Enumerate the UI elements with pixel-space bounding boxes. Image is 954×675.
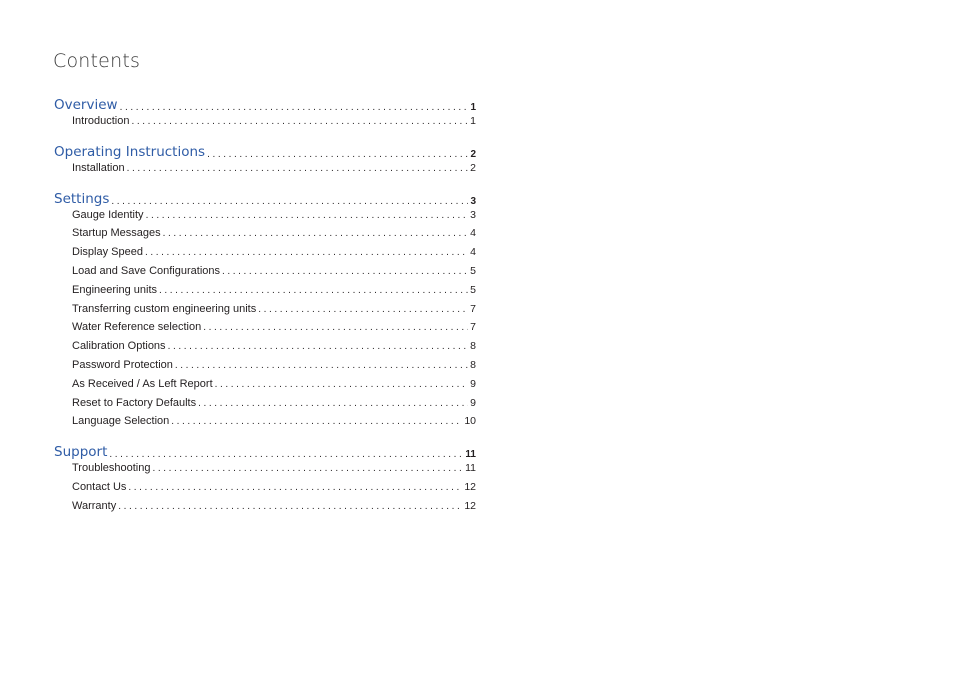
dot-leader	[152, 463, 463, 474]
toc-entry-installation[interactable]	[54, 162, 476, 181]
toc-entry-engineering-units[interactable]	[54, 284, 476, 303]
toc-page-number: 2	[470, 161, 476, 174]
dot-leader	[146, 210, 469, 221]
table-of-contents	[54, 91, 476, 519]
toc-entry-label: Language Selection	[72, 415, 170, 428]
toc-entry-label: Introduction	[72, 115, 130, 127]
toc-page-number: 8	[470, 340, 476, 353]
toc-page-number: 8	[470, 358, 476, 371]
page-title: Contents	[53, 50, 141, 72]
dot-leader	[145, 247, 468, 258]
toc-entry-password-protection[interactable]	[54, 359, 476, 378]
dot-leader	[175, 360, 468, 371]
toc-page-number: 4	[470, 227, 476, 240]
toc-section-settings[interactable]	[54, 185, 476, 209]
toc-entry-label: Password Protection	[72, 358, 173, 371]
toc-entry-label: Warranty	[72, 499, 117, 512]
toc-entry-label: Transferring custom engineering units	[72, 302, 257, 315]
toc-entry-troubleshooting[interactable]	[54, 462, 476, 481]
toc-entry-label: Reset to Factory Defaults	[72, 396, 197, 409]
dot-leader	[159, 285, 468, 296]
toc-section-label: Support	[54, 444, 108, 461]
toc-entry-label: Calibration Options	[72, 340, 166, 353]
toc-section-label: Overview	[54, 97, 118, 113]
toc-entry-water-reference-selection[interactable]	[54, 321, 476, 340]
toc-entry-label: Installation	[72, 161, 125, 174]
toc-entry-introduction[interactable]	[54, 115, 476, 134]
toc-entry-label: Startup Messages	[72, 227, 161, 240]
toc-entry-language-selection[interactable]	[54, 415, 476, 434]
toc-page-number: 11	[465, 462, 476, 475]
toc-entry-as-received-as-left-report[interactable]	[54, 378, 476, 397]
toc-page-number: 9	[470, 396, 476, 409]
toc-section-overview[interactable]	[54, 91, 476, 115]
toc-page-number: 4	[470, 246, 476, 259]
toc-section-support[interactable]	[54, 438, 476, 462]
dot-leader	[118, 501, 462, 512]
toc-page-number: 3	[470, 195, 476, 207]
dot-leader	[171, 416, 462, 427]
toc-page-number: 9	[470, 377, 476, 390]
toc-page-number: 5	[470, 283, 476, 296]
toc-entry-calibration-options[interactable]	[54, 340, 476, 359]
toc-entry-gauge-identity[interactable]	[54, 209, 476, 228]
dot-leader	[222, 266, 468, 277]
toc-entry-label: Troubleshooting	[72, 462, 151, 475]
toc-entry-load-save-configurations[interactable]	[54, 265, 476, 284]
toc-page-number: 10	[464, 415, 476, 428]
toc-page-number: 11	[465, 449, 476, 461]
toc-entry-label: Display Speed	[72, 246, 143, 259]
dot-leader	[203, 322, 468, 333]
toc-entry-startup-messages[interactable]	[54, 227, 476, 246]
toc-entry-contact-us[interactable]	[54, 481, 476, 500]
dot-leader	[168, 341, 469, 352]
toc-entry-transferring-custom-units[interactable]	[54, 303, 476, 322]
toc-page-number: 5	[470, 264, 476, 277]
toc-page-number: 2	[470, 148, 476, 160]
dot-leader	[198, 398, 468, 409]
toc-section-label: Operating Instructions	[54, 143, 206, 160]
toc-entry-warranty[interactable]	[54, 500, 476, 519]
toc-entry-label: Load and Save Configurations	[72, 264, 220, 277]
toc-entry-reset-factory-defaults[interactable]	[54, 397, 476, 416]
dot-leader	[127, 163, 469, 174]
dot-leader	[258, 304, 468, 315]
dot-leader	[207, 149, 468, 160]
toc-entry-label: As Received / As Left Report	[72, 377, 213, 390]
toc-page-number: 1	[470, 102, 476, 113]
toc-entry-display-speed[interactable]	[54, 246, 476, 265]
dot-leader	[109, 449, 463, 460]
toc-page-number: 7	[470, 302, 476, 315]
dot-leader	[111, 196, 468, 207]
toc-page-number: 1	[470, 115, 476, 127]
toc-entry-label: Engineering units	[72, 283, 158, 296]
toc-section-operating-instructions[interactable]	[54, 138, 476, 162]
toc-page-number: 12	[464, 499, 476, 512]
dot-leader	[128, 482, 462, 493]
dot-leader	[215, 379, 469, 390]
toc-page-number: 3	[470, 208, 476, 221]
toc-page-number: 7	[470, 321, 476, 334]
dot-leader	[120, 102, 469, 113]
dot-leader	[131, 116, 468, 127]
toc-page-number: 12	[464, 480, 476, 493]
toc-entry-label: Gauge Identity	[72, 208, 144, 221]
dot-leader	[163, 228, 469, 239]
toc-entry-label: Contact Us	[72, 480, 127, 493]
toc-section-label: Settings	[54, 190, 110, 207]
toc-entry-label: Water Reference selection	[72, 321, 202, 334]
